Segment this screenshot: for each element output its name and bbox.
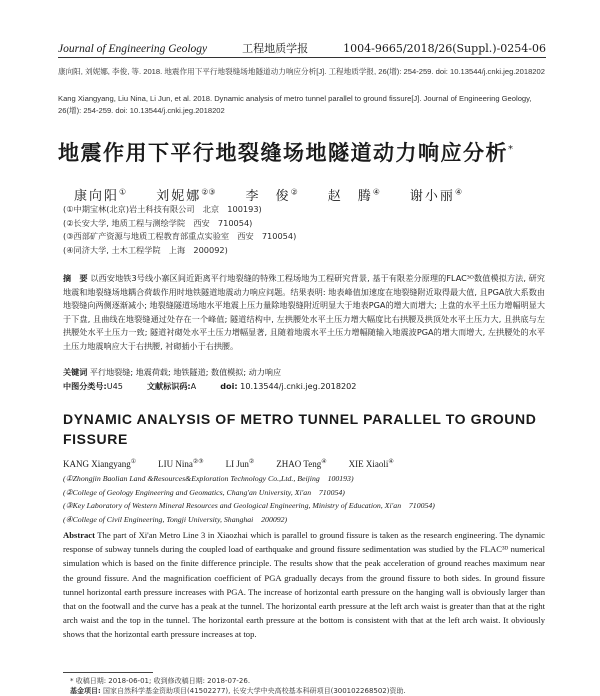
author-cn: 刘妮娜②③	[156, 187, 216, 204]
title-footnote-mark: *	[508, 144, 515, 155]
affiliations-en	[63, 472, 545, 527]
citation-cn: 康向阳, 刘妮娜, 李俊, 等. 2018. 地震作用下平行地裂缝场地隧道动力响应分析[J]. 工程地质学报, 26(增): 254-259. doi: 10.13544/j.cnki.jeg.2018202	[58, 67, 545, 76]
abstract-cn-text: 以西安地铁3号线小寨区间近距离平行地裂缝的特殊工程场地为工程研究背景, 基于有限差分原理的FLAC³ᴰ数值模拟方法, 研究地震和地裂缝场地耦合荷载作用时地铁隧道地震动力响应问题。结果表明: 地表峰值加速度在地裂缝附近取得最大值, 且PGA放大系数由地裂缝向两侧逐渐减小; 地裂缝隧道场地水平地震上压力量除地裂缝附近明显大于地表PGA的增大而增大; 上盘的水平土压力增幅明显大于下盘, 且曲线在地裂缝通过处存在一个峰值; 隧道结构中, 左拱腰处水平土压力增大幅度比右拱腰及拱顶处水平土压力大, 且拱底与左拱腰处水平土压力一致; 隧道衬砌处水平土压力增幅显著, 且随着地震水平土压力增幅随输入地震波PGA的增大而增大, 左拱腰处的水平土压力地震响应大于右拱腰, 衬砌插小于右拱腰。	[63, 273, 545, 351]
affiliation-cn: (③西部矿产资源与地质工程教育部重点实验室 西安 710054)	[63, 231, 297, 241]
author-cn: 李 俊②	[245, 187, 298, 204]
authors-cn	[74, 185, 462, 204]
footnote-rule	[63, 672, 153, 673]
authors-en	[63, 458, 394, 469]
keywords-cn	[63, 366, 545, 379]
author-en: ZHAO Teng④	[276, 459, 327, 469]
author-en: XIE Xiaoli④	[348, 459, 394, 469]
journal-name-cn: 工程地质学报	[242, 42, 309, 55]
header-rule	[58, 57, 546, 58]
abstract-en	[63, 528, 545, 642]
abstract-en-text: The part of Xi'an Metro Line 3 in Xiaozhai which is parallel to ground fissure is taken as the research engineering. The dynamic response of subway tunnels during the coupled load of earthquake and ground fissure sedimentation was studied by the FLAC³ᴰ numerical simulation which is based on the finite difference principle. The results show that the peak acceleration of ground reaches maximum near the ground fissure. And the magnification coefficient of PGA gradually decays from the ground fissure to both sides. In ground fissure tunnel horizontal earth pressure increases with PGA. The increase of horizontal earth pressure on the hanging wall is obviously larger than that on the footwall and the curve has a peak at the tunnel. The horizontal earth pressure at the left arch waist is greater than that at the right arch waist and the top in the tunnel. The horizontal earth pressure at the bottom is consistent with that at the left arch waist. It obviously shows that the horizontal earth pressure increases at top.	[63, 530, 545, 640]
affiliation-en: (④College of Civil Engineering, Tongji University, Shanghai 200092)	[63, 515, 288, 525]
abstract-cn-label: 摘 要	[63, 273, 88, 283]
issue-code: 1004-9665/2018/26(Suppl.)-0254-06	[343, 42, 546, 55]
fund-text: 国家自然科学基金资助项目(41502277), 长安大学中央高校基本科研项目(300102268502)资助.	[103, 687, 406, 695]
author-en: LIU Nina②③	[158, 459, 204, 469]
clc-number: 中图分类号:U45	[63, 381, 123, 391]
received-date: * 收稿日期: 2018-06-01; 收到修改稿日期: 2018-07-26.	[70, 677, 251, 685]
author-cn: 赵 腾④	[327, 187, 380, 204]
abstract-en-label: Abstract	[63, 530, 95, 540]
affiliation-cn: (①中期宝林(北京)岩土科技有限公司 北京 100193)	[63, 204, 262, 214]
title-cn	[58, 137, 546, 167]
author-en: LI Jun②	[225, 459, 255, 469]
affiliation-en: (①Zhongjin Baolian Land &Resources&Exploration Technology Co.,Ltd., Beijing 100193)	[63, 474, 354, 483]
footnote	[70, 676, 546, 696]
author-en: KANG Xiangyang①	[63, 459, 137, 469]
affiliations-cn	[63, 203, 543, 257]
affiliation-en: (③Key Laboratory of Western Mineral Resources and Geological Engineering, Ministry of Education, Xi'an 710054)	[63, 501, 435, 511]
affiliation-en: (②College of Geology Engineering and Geomatics, Chang'an University, Xi'an 710054)	[63, 487, 345, 497]
doi: doi: 10.13544/j.cnki.jeg.2018202	[220, 381, 357, 391]
author-cn: 康向阳①	[74, 187, 127, 204]
running-header	[58, 40, 546, 56]
keywords-cn-text: 平行地裂缝; 地震荷载; 地铁隧道; 数值模拟; 动力响应	[89, 367, 282, 377]
citation-en: Kang Xiangyang, Liu Nina, Li Jun, et al. 2018. Dynamic analysis of metro tunnel parallel to ground fissure[J]. Journal of Engineering Geology, 26(增): 254-259. doi: 10.13544/j.cnki.jeg.2018202	[58, 94, 532, 115]
affiliation-cn: (②长安大学, 地质工程与测绘学院 西安 710054)	[63, 217, 253, 228]
author-cn: 谢小丽④	[409, 187, 463, 204]
keywords-cn-label: 关键词	[63, 367, 88, 377]
affiliation-cn: (④同济大学, 土木工程学院 上海 200092)	[63, 244, 228, 255]
title-en: DYNAMIC ANALYSIS OF METRO TUNNEL PARALLEL TO GROUND FISSURE	[63, 411, 537, 447]
title-cn-text: 地震作用下平行地裂缝场地隧道动力响应分析	[58, 141, 508, 165]
fund-label: 基金项目:	[70, 687, 101, 695]
abstract-cn	[63, 272, 545, 353]
document-code: 文献标识码:A	[146, 381, 197, 391]
classification-cn	[63, 380, 545, 393]
journal-name: Journal of Engineering Geology	[58, 43, 208, 55]
